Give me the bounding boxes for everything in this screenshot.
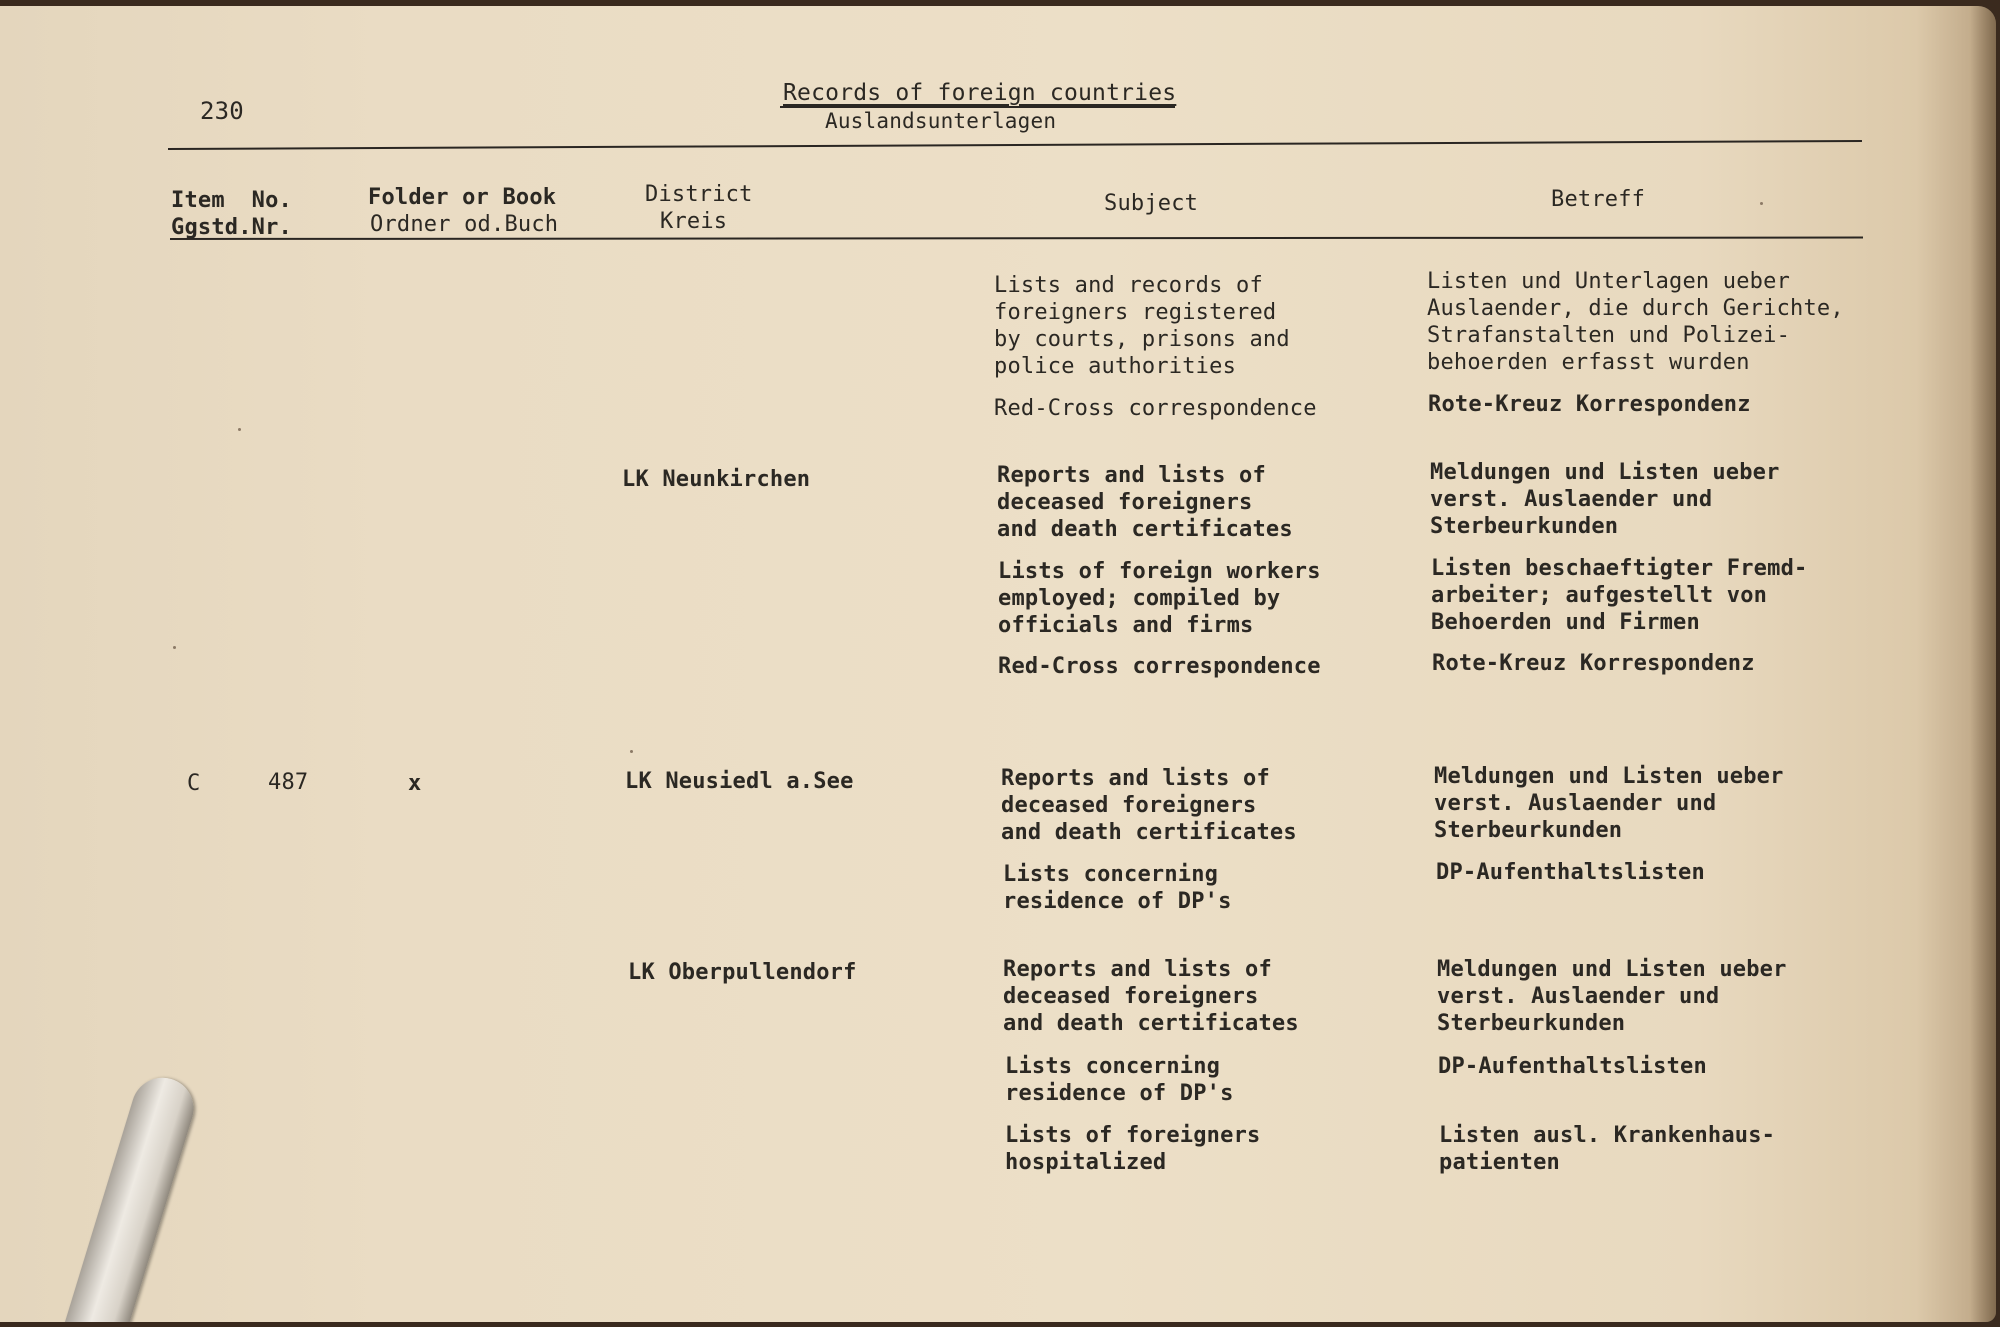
subject-line: by courts, prisons and <box>994 327 1290 352</box>
col-folder-header-en: Folder or Book <box>368 185 557 210</box>
betreff-line: Meldungen und Listen ueber <box>1437 957 1787 982</box>
paper-speck <box>238 428 241 431</box>
betreff-line: verst. Auslaender und <box>1430 487 1713 512</box>
subject-line: Lists of foreign workers <box>998 559 1321 584</box>
subject-line: deceased foreigners <box>1001 793 1257 818</box>
col-folder-header-de: Ordner od.Buch <box>370 212 559 237</box>
subject-line: Lists concerning <box>1005 1054 1221 1079</box>
subject-line: hospitalized <box>1005 1150 1167 1175</box>
page-clip <box>46 1070 202 1322</box>
paper-speck <box>1760 202 1763 205</box>
betreff-line: verst. Auslaender und <box>1437 984 1720 1009</box>
subject-line: Lists and records of <box>994 273 1263 298</box>
col-subject-header: Subject <box>1104 191 1199 216</box>
betreff-line: patienten <box>1439 1150 1561 1175</box>
subject-line: Red-Cross correspondence <box>998 654 1321 679</box>
item-number: 487 <box>268 770 309 795</box>
col-district-header-en: District <box>645 182 753 207</box>
district-cell: LK Neunkirchen <box>622 467 811 492</box>
betreff-line: DP-Aufenthaltslisten <box>1438 1054 1707 1079</box>
betreff-line: Rote-Kreuz Korrespondenz <box>1428 392 1751 417</box>
subject-line: Lists concerning <box>1003 862 1219 887</box>
subject-line: and death certificates <box>1001 820 1297 845</box>
paper-speck <box>173 646 176 649</box>
paper-speck <box>630 750 633 753</box>
betreff-line: verst. Auslaender und <box>1434 791 1717 816</box>
district-cell: LK Neusiedl a.See <box>625 769 854 794</box>
subject-line: employed; compiled by <box>998 586 1281 611</box>
subject-line: police authorities <box>994 354 1237 379</box>
betreff-line: DP-Aufenthaltslisten <box>1436 860 1705 885</box>
page-number: 230 <box>200 97 244 125</box>
subject-line: and death certificates <box>997 517 1293 542</box>
subject-line: Red-Cross correspondence <box>994 396 1317 421</box>
item-letter: C <box>187 771 201 796</box>
subject-line: Reports and lists of <box>997 463 1266 488</box>
subject-line: foreigners registered <box>994 300 1277 325</box>
district-cell: LK Oberpullendorf <box>628 960 857 985</box>
betreff-line: Meldungen und Listen ueber <box>1434 764 1784 789</box>
subject-line: deceased foreigners <box>997 490 1253 515</box>
betreff-line: Meldungen und Listen ueber <box>1430 460 1780 485</box>
document-page <box>0 6 1996 1322</box>
subject-line: Lists of foreigners <box>1005 1123 1261 1148</box>
betreff-line: Sterbeurkunden <box>1437 1011 1626 1036</box>
betreff-line: Sterbeurkunden <box>1430 514 1619 539</box>
betreff-line: behoerden erfasst wurden <box>1427 350 1750 375</box>
betreff-line: Auslaender, die durch Gerichte, <box>1427 296 1844 321</box>
betreff-line: Sterbeurkunden <box>1434 818 1623 843</box>
subject-line: residence of DP's <box>1005 1081 1234 1106</box>
page-subtitle: Auslandsunterlagen <box>825 109 1057 133</box>
subject-line: residence of DP's <box>1003 889 1232 914</box>
header-top-rule <box>168 140 1862 150</box>
folder-cell: x <box>408 771 422 796</box>
col-item-header-de: Ggstd.Nr. <box>171 215 293 240</box>
subject-line: Reports and lists of <box>1003 957 1272 982</box>
page-title: Records of foreign countries <box>783 80 1177 106</box>
subject-line: deceased foreigners <box>1003 984 1259 1009</box>
betreff-line: Listen beschaeftigter Fremd- <box>1431 556 1808 581</box>
subject-line: officials and firms <box>998 613 1254 638</box>
subject-line: Reports and lists of <box>1001 766 1270 791</box>
betreff-line: Rote-Kreuz Korrespondenz <box>1432 651 1755 676</box>
betreff-line: Listen ausl. Krankenhaus- <box>1439 1123 1776 1148</box>
betreff-line: Strafanstalten und Polizei- <box>1427 323 1791 348</box>
betreff-line: Listen und Unterlagen ueber <box>1427 269 1791 294</box>
betreff-line: arbeiter; aufgestellt von <box>1431 583 1768 608</box>
col-item-header-en: Item No. <box>171 188 293 213</box>
col-district-header-de: Kreis <box>660 209 728 234</box>
betreff-line: Behoerden und Firmen <box>1431 610 1700 635</box>
col-betreff-header: Betreff <box>1551 187 1646 212</box>
subject-line: and death certificates <box>1003 1011 1299 1036</box>
